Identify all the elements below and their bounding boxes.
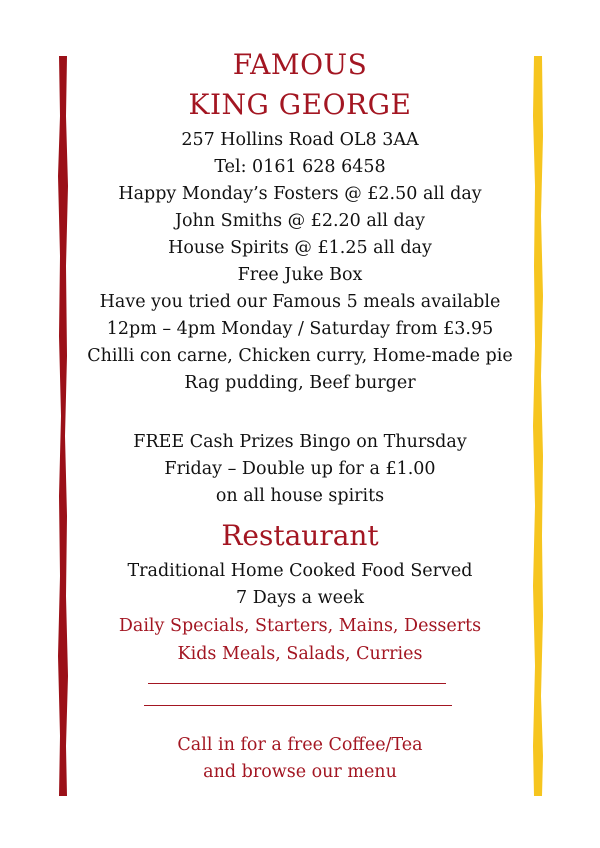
restaurant-heading: Restaurant [221, 519, 379, 552]
closing-line: and browse our menu [203, 762, 397, 782]
offer-line: House Spirits @ £1.25 all day [168, 238, 432, 258]
offer-line: John Smiths @ £2.20 all day [174, 211, 426, 231]
offer-line: Rag pudding, Beef burger [184, 373, 416, 393]
divider-2 [144, 705, 452, 706]
offer-line: Chilli con carne, Chicken curry, Home-made pie [87, 346, 513, 366]
event-line: on all house spirits [215, 486, 385, 506]
offer-line: Have you tried our Famous 5 meals available [99, 292, 501, 312]
offer-line: 12pm – 4pm Monday / Saturday from £3.95 [106, 319, 494, 339]
event-line: Friday – Double up for a £1.00 [164, 459, 436, 479]
address: 257 Hollins Road OL8 3AA [181, 130, 419, 150]
title-line-1: FAMOUS [232, 48, 368, 81]
phone: Tel: 0161 628 6458 [214, 157, 386, 177]
offer-line: Happy Monday’s Fosters @ £2.50 all day [118, 184, 482, 204]
menu-line: Daily Specials, Starters, Mains, Desserts [118, 616, 482, 636]
restaurant-line: 7 Days a week [236, 588, 364, 608]
closing-line: Call in for a free Coffee/Tea [177, 735, 423, 755]
offer-line: Free Juke Box [237, 265, 363, 285]
menu-line: Kids Meals, Salads, Curries [177, 644, 423, 664]
title-line-2: KING GEORGE [188, 88, 412, 121]
event-line: FREE Cash Prizes Bingo on Thursday [133, 432, 467, 452]
divider-1 [148, 683, 446, 684]
restaurant-line: Traditional Home Cooked Food Served [127, 561, 473, 581]
